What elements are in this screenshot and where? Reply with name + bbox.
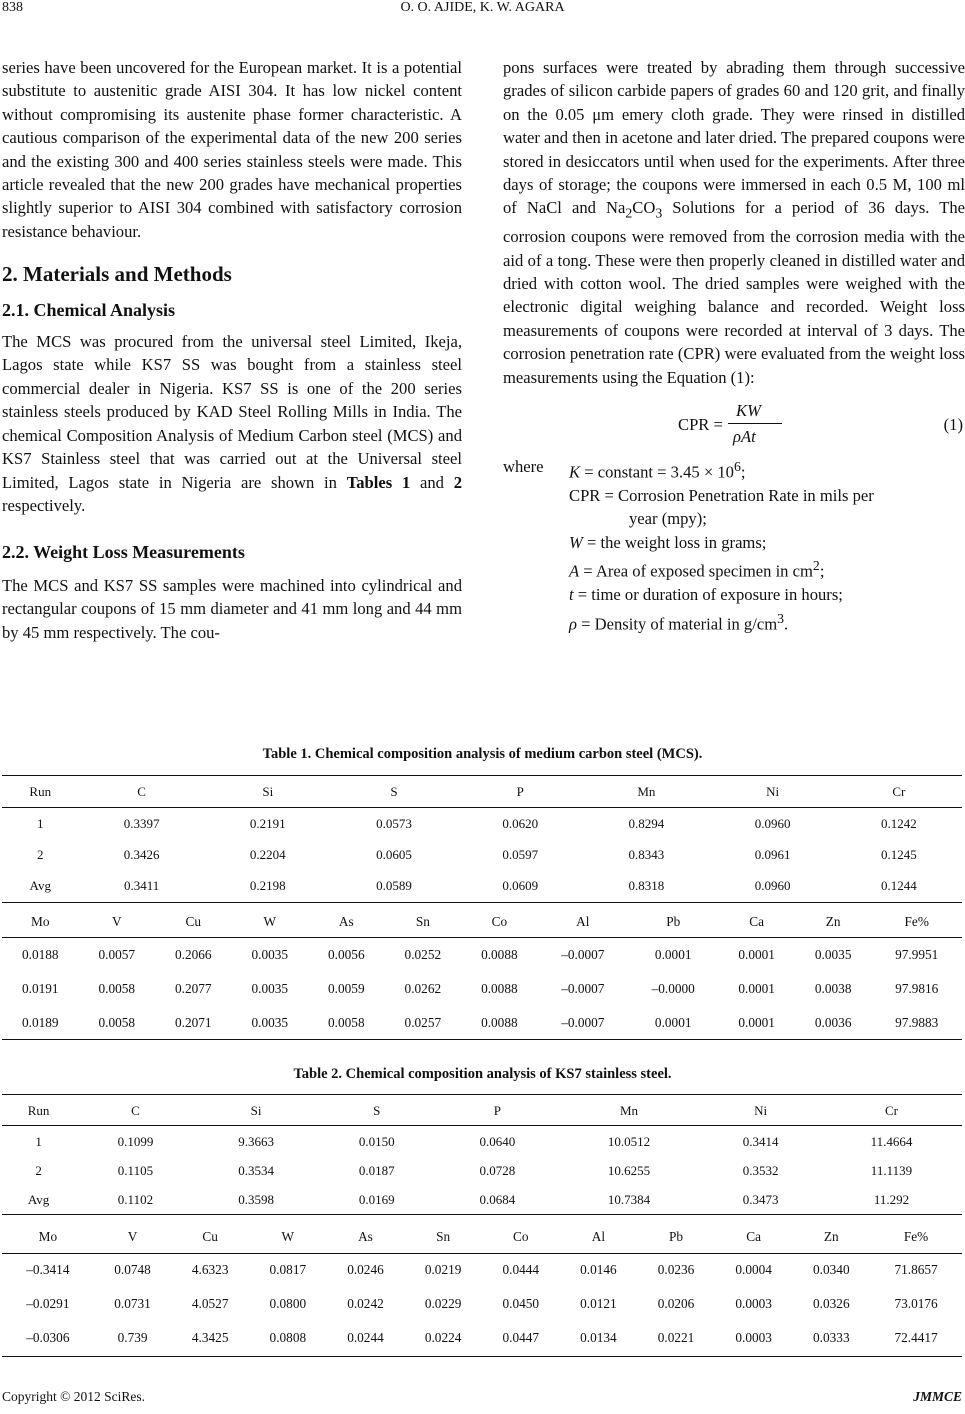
column-header: Fe%	[904, 914, 929, 929]
table-cell: 4.6323	[191, 1262, 229, 1277]
table-cell: 72.4417	[894, 1330, 938, 1345]
table-cell: 1	[35, 1133, 42, 1149]
table-cell: 0.0333	[813, 1330, 850, 1345]
table-cell: 0.0121	[580, 1296, 617, 1311]
table-cell: 4.3425	[191, 1330, 229, 1345]
table1-caption: Table 1. Chemical composition analysis of medium carbon steel (MCS).	[262, 746, 703, 762]
table-cell: 0.0189	[21, 1015, 59, 1030]
table-cell: 0.0035	[251, 1015, 289, 1030]
table-cell: 0.0058	[328, 1015, 365, 1030]
table-cell: 0.0605	[376, 846, 412, 862]
table-cell: 0.2077	[175, 981, 212, 996]
table-cell: 0.0257	[404, 1015, 442, 1030]
table-cell: 0.0800	[269, 1296, 307, 1311]
column-header: As	[338, 914, 354, 929]
copyright: Copyright © 2012 SciRes.	[2, 1389, 146, 1404]
table-cell: –0.0306	[26, 1330, 70, 1345]
table-cell: 0.0244	[347, 1330, 384, 1345]
table-cell: 0.1102	[117, 1191, 154, 1207]
column-header: Zn	[825, 914, 841, 929]
rho-exponent: 3	[777, 610, 785, 626]
column-header: Cr	[884, 1103, 898, 1118]
section-title: 2. Materials and Methods	[2, 262, 232, 287]
table-cell: 0.0150	[358, 1133, 395, 1149]
table-cell: 0.1242	[880, 815, 917, 831]
table-row	[2, 839, 962, 870]
table-cell: 0.0960	[754, 815, 791, 831]
table-cell: 71.8657	[894, 1262, 938, 1277]
table-cell: 0.1099	[117, 1133, 154, 1149]
column-header: As	[358, 1229, 373, 1244]
table-cell: 0.0640	[479, 1133, 516, 1149]
t-text: = time or duration of exposure in hours;	[573, 585, 843, 605]
table-cell: 0.0221	[657, 1330, 695, 1345]
page-number: 838	[2, 0, 23, 15]
table-cell: 0.0004	[735, 1262, 772, 1277]
table-cell: 0.0609	[502, 877, 539, 893]
table-cell: 73.0176	[894, 1296, 938, 1311]
table-row	[2, 972, 962, 1006]
table-cell: 4.0527	[191, 1296, 229, 1311]
table-cell: 0.8343	[628, 846, 665, 862]
def-k	[503, 455, 965, 484]
column-header: V	[111, 914, 122, 929]
table-cell: 97.9883	[895, 1015, 939, 1030]
table-cell: 0.0960	[754, 877, 791, 893]
table-cell: 0.0035	[814, 947, 852, 962]
table-cell: 0.0001	[738, 981, 775, 996]
table2-part-b	[2, 1221, 962, 1355]
equation-1	[503, 399, 965, 453]
table2-mid-rule	[2, 1214, 962, 1215]
column-header: Ni	[754, 1103, 768, 1118]
column-header: Mn	[619, 1103, 638, 1118]
equation-lhs: CPR =	[678, 415, 723, 434]
subsection-chemical-analysis: 2.1. Chemical Analysis	[2, 299, 176, 320]
table-cell: 97.9816	[895, 981, 939, 996]
column-header: W	[281, 1229, 295, 1244]
table-cell: 0.0035	[251, 947, 289, 962]
table-row	[2, 1006, 962, 1040]
coupon-paragraph	[503, 56, 965, 389]
running-authors: O. O. AJIDE, K. W. AGARA	[400, 0, 565, 15]
table-cell: 0.0001	[654, 1015, 692, 1030]
column-header: Pb	[666, 914, 681, 929]
table-row	[2, 1253, 962, 1287]
table-cell: 0.0340	[813, 1262, 850, 1277]
table-cell: 0.0748	[114, 1262, 151, 1277]
table-cell: 0.0961	[754, 846, 791, 862]
table-cell: 9.3663	[238, 1133, 274, 1149]
column-header: S	[390, 784, 398, 799]
table-cell: 0.2066	[175, 947, 212, 962]
table-cell: Avg	[27, 1191, 50, 1207]
column-header: Cr	[892, 784, 906, 799]
def-w	[503, 531, 965, 554]
table-row	[2, 808, 962, 839]
table-cell: 0.0206	[657, 1296, 695, 1311]
k-symbol: K	[569, 462, 581, 482]
right-column	[503, 56, 965, 635]
column-header: Zn	[823, 1229, 839, 1244]
column-header: Si	[250, 1103, 262, 1118]
coupon-text-a: pons surfaces were treated by abrading them through successive grades of silicon carbide papers of grades 60 and 120 grit, and finally on the 0.05 μm emery cloth grade. They were rinsed in distilled water and then in acetone and later dried. The prepared coupons were stored in desiccators until when used for the experiments. After three days of storage; the coupons were immersed in each 0.5 M, 100 ml of NaCl and Na	[503, 58, 965, 218]
fraction-bar	[728, 423, 782, 424]
left-column	[2, 56, 462, 644]
column-header: W	[263, 914, 277, 929]
table-header-row	[2, 906, 962, 938]
table-cell: 0.0001	[738, 1015, 775, 1030]
table-cell: 0.0597	[502, 846, 539, 862]
table-cell: 0.0447	[502, 1330, 540, 1345]
table-cell: –0.3414	[26, 1262, 70, 1277]
table1-header-rule	[2, 807, 962, 808]
subsection-weight-loss: 2.2. Weight Loss Measurements	[2, 542, 245, 563]
column-header: Mn	[637, 784, 656, 799]
column-header: Mo	[31, 914, 50, 929]
column-header: C	[137, 784, 146, 799]
a-symbol: A	[569, 561, 580, 581]
table-cell: 0.0589	[376, 877, 412, 893]
column-header: Mo	[38, 1229, 58, 1244]
table2-part-a	[2, 1095, 962, 1214]
table-cell: 0.0224	[424, 1330, 462, 1345]
table-cell: 0.0620	[502, 815, 539, 831]
table-cell: 2	[35, 1162, 42, 1178]
running-head	[0, 0, 965, 22]
column-header: Ca	[746, 1229, 762, 1244]
rho-symbol: ρ	[569, 614, 577, 634]
table2-header-rule-b	[2, 1253, 962, 1254]
table-cell: 0.0262	[404, 981, 442, 996]
table-row	[2, 1156, 962, 1185]
table-cell: 0.0731	[114, 1296, 151, 1311]
w-text: = the weight loss in grams;	[582, 532, 767, 552]
table-cell: –0.0007	[561, 1015, 605, 1030]
column-header: S	[373, 1103, 381, 1118]
chemical-analysis-text: The MCS was procured from the universal steel Limited, Ikeja, Lagos state while KS7 SS was bought from a stainless steel commercial dealer in Nigeria. KS7 SS is one of the 200 series stainless steels produced by KAD Steel Rolling Mills in India. The chemical Composition Analysis of Medium Carbon steel (MCS) and KS7 Stainless steel that was carried out at the Universal steel Limited, Lagos state in Nigeria are shown in	[2, 332, 462, 492]
variable-definitions	[503, 455, 965, 635]
column-header: Si	[262, 784, 274, 799]
table-cell: 0.3534	[238, 1162, 274, 1178]
column-header: C	[131, 1103, 140, 1118]
table-header-row	[2, 1095, 962, 1127]
equation-denominator: ρAt	[733, 427, 756, 446]
column-header: Sn	[415, 914, 430, 929]
table-cell: 0.0728	[479, 1162, 516, 1178]
t-symbol: t	[569, 585, 574, 605]
k-text: = constant = 3.45 × 10	[580, 462, 734, 482]
where-label: where	[503, 457, 544, 476]
column-header: Co	[512, 1229, 529, 1244]
table-cell: 1	[37, 815, 44, 831]
table-cell: 10.7384	[607, 1191, 651, 1207]
table-cell: 0.0036	[814, 1015, 852, 1030]
table-cell: 0.8294	[628, 815, 665, 831]
equation-number: (1)	[943, 415, 963, 434]
table1-mid-rule	[2, 902, 962, 903]
table-cell: 11.4664	[870, 1133, 913, 1149]
rho-end: .	[784, 614, 789, 634]
table1-part-a	[2, 776, 962, 901]
w-symbol: W	[569, 532, 583, 552]
table-cell: 0.0088	[481, 1015, 518, 1030]
table-cell: 2	[37, 846, 44, 862]
table-cell: 0.0229	[424, 1296, 462, 1311]
def-rho	[503, 607, 965, 636]
table-cell: 0.2204	[249, 846, 286, 862]
table-cell: 0.0059	[328, 981, 365, 996]
table-cell: Avg	[29, 877, 51, 893]
table-cell: 0.0003	[735, 1296, 772, 1311]
column-header: Run	[29, 784, 52, 799]
table-cell: 0.0056	[328, 947, 365, 962]
table-row	[2, 1287, 962, 1321]
table-cell: –0.0000	[651, 981, 695, 996]
tables-ref: Tables 1	[346, 472, 411, 492]
table-cell: 0.1244	[880, 877, 917, 893]
k-end: ;	[740, 462, 746, 482]
column-header: V	[127, 1229, 138, 1244]
table-row	[2, 938, 962, 972]
table-cell: 0.0219	[424, 1262, 462, 1277]
table-cell: 0.0188	[21, 947, 59, 962]
table-cell: 0.3598	[238, 1191, 274, 1207]
chemical-analysis-paragraph	[2, 330, 462, 517]
a-exponent: 2	[812, 558, 820, 574]
table-row	[2, 1185, 962, 1214]
table-cell: 0.0001	[738, 947, 775, 962]
table-row	[2, 1321, 962, 1355]
weight-loss-paragraph: The MCS and KS7 SS samples were machined into cylindrical and rectangular coupons of 15 mm diameter and 41 mm long and 44 mm by 45 mm respectively. The cou-	[2, 575, 462, 642]
table-cell: 97.9951	[895, 947, 939, 962]
respectively-word: respectively.	[2, 495, 86, 515]
table-cell: 0.3532	[742, 1162, 779, 1178]
table-cell: 0.0001	[654, 947, 692, 962]
table-cell: 0.2198	[249, 877, 286, 893]
table-cell: 0.0246	[347, 1262, 384, 1277]
column-header: Co	[491, 914, 508, 929]
and-word: and	[420, 472, 444, 492]
def-cpr-cont: year (mpy);	[629, 509, 707, 529]
table-cell: 0.0242	[347, 1296, 384, 1311]
table-cell: 0.0187	[358, 1162, 395, 1178]
table-row	[2, 870, 962, 901]
table-cell: 0.0684	[479, 1191, 516, 1207]
table-cell: 0.0134	[580, 1330, 617, 1345]
table-cell: 0.0252	[404, 947, 442, 962]
table-cell: –0.0007	[561, 981, 605, 996]
table-cell: 0.0236	[657, 1262, 695, 1277]
table-cell: 11.1139	[870, 1162, 913, 1178]
column-header: Cu	[185, 914, 202, 929]
table-cell: 11.292	[873, 1191, 910, 1207]
table1-part-b	[2, 906, 962, 1040]
table-cell: 0.3411	[123, 877, 160, 893]
table-cell: 0.0169	[358, 1191, 395, 1207]
table2-ref: 2	[453, 472, 463, 492]
table-cell: 0.3397	[123, 815, 160, 831]
column-header: Al	[576, 914, 590, 929]
table-cell: 0.0146	[580, 1262, 617, 1277]
table-cell: 0.739	[117, 1330, 148, 1345]
table2-bottom-rule	[2, 1356, 962, 1357]
table-cell: 0.0038	[814, 981, 852, 996]
table2-header-rule	[2, 1125, 962, 1126]
column-header: Sn	[436, 1229, 451, 1244]
column-header: P	[493, 1103, 501, 1118]
table-cell: 0.0191	[21, 981, 59, 996]
table-cell: 0.0035	[251, 981, 289, 996]
a-end: ;	[819, 561, 825, 581]
table-cell: 10.6255	[607, 1162, 651, 1178]
table-cell: 0.0817	[269, 1262, 307, 1277]
table-cell: 0.0057	[98, 947, 136, 962]
table-cell: 0.0450	[502, 1296, 540, 1311]
column-header: Al	[591, 1229, 606, 1244]
table-header-row	[2, 1221, 962, 1253]
table-cell: 0.0573	[376, 815, 412, 831]
table-cell: 0.3426	[123, 846, 160, 862]
table-cell: 0.3414	[742, 1133, 779, 1149]
column-header: P	[516, 784, 524, 799]
subscript-3: 3	[655, 205, 663, 221]
table-cell: 0.0058	[98, 1015, 136, 1030]
table-cell: 0.0003	[735, 1330, 772, 1345]
def-cpr: CPR = Corrosion Penetration Rate in mils per	[569, 485, 874, 505]
subscript-2: 2	[625, 205, 633, 221]
table-cell: 0.0444	[502, 1262, 540, 1277]
table-cell: 0.3473	[742, 1191, 779, 1207]
equation-numerator: KW	[736, 401, 761, 420]
column-header: Pb	[669, 1229, 684, 1244]
table1-bottom-rule	[2, 1039, 962, 1040]
intro-paragraph: series have been uncovered for the European market. It is a potential substitute to austenitic grade AISI 304. It has low nickel content without compromising its austenite phase former characteristic. A cautious comparison of the experimental data of the new 200 series and the existing 300 and 400 series stainless steels were made. This article revealed that the new 200 grades have mechanical properties slightly superior to AISI 304 combined with satisfactory corrosion resistance behaviour.	[2, 58, 462, 241]
table-cell: 0.1245	[880, 846, 917, 862]
column-header: Fe%	[903, 1229, 929, 1244]
table-cell: 0.0088	[481, 981, 518, 996]
table-cell: –0.0291	[26, 1296, 70, 1311]
column-header: Run	[27, 1103, 50, 1118]
table-header-row	[2, 776, 962, 808]
journal-name: JMMCE	[913, 1389, 962, 1404]
table-cell: 0.2191	[249, 815, 286, 831]
table-cell: –0.0007	[561, 947, 605, 962]
table2-caption: Table 2. Chemical composition analysis of KS7 stainless steel.	[293, 1066, 672, 1082]
table-cell: 0.0088	[481, 947, 518, 962]
table-cell: 0.0326	[813, 1296, 850, 1311]
column-header: Cu	[202, 1229, 218, 1244]
def-a	[503, 554, 965, 583]
def-t	[503, 583, 965, 606]
table-cell: 0.8318	[628, 877, 665, 893]
table-cell: 0.0058	[98, 981, 136, 996]
table-cell: 10.0512	[607, 1133, 651, 1149]
a-text: = Area of exposed specimen in cm	[579, 561, 813, 581]
rho-text: = Density of material in g/cm	[576, 614, 778, 634]
table-cell: 0.2071	[175, 1015, 212, 1030]
table-cell: 0.1105	[117, 1162, 154, 1178]
table-row	[2, 1127, 962, 1156]
column-header: Ni	[766, 784, 780, 799]
table1-header-rule-b	[2, 937, 962, 938]
coupon-text-b: Solutions for a period of 36 days. The corrosion coupons were removed from the corrosion media with the aid of a tong. These were then properly cleaned in distilled water and dried with cotton wool. The dried samples were weighed with the electronic digital weighing balance and recorded. Weight loss measurements of coupons were recorded at interval of 3 days. The corrosion penetration rate (CPR) were evaluated from the weight loss measurements using the Equation (1):	[503, 198, 965, 387]
table-cell: 0.0808	[269, 1330, 307, 1345]
co-text: CO	[632, 198, 656, 218]
column-header: Ca	[749, 914, 765, 929]
k-exponent: 6	[733, 459, 741, 474]
